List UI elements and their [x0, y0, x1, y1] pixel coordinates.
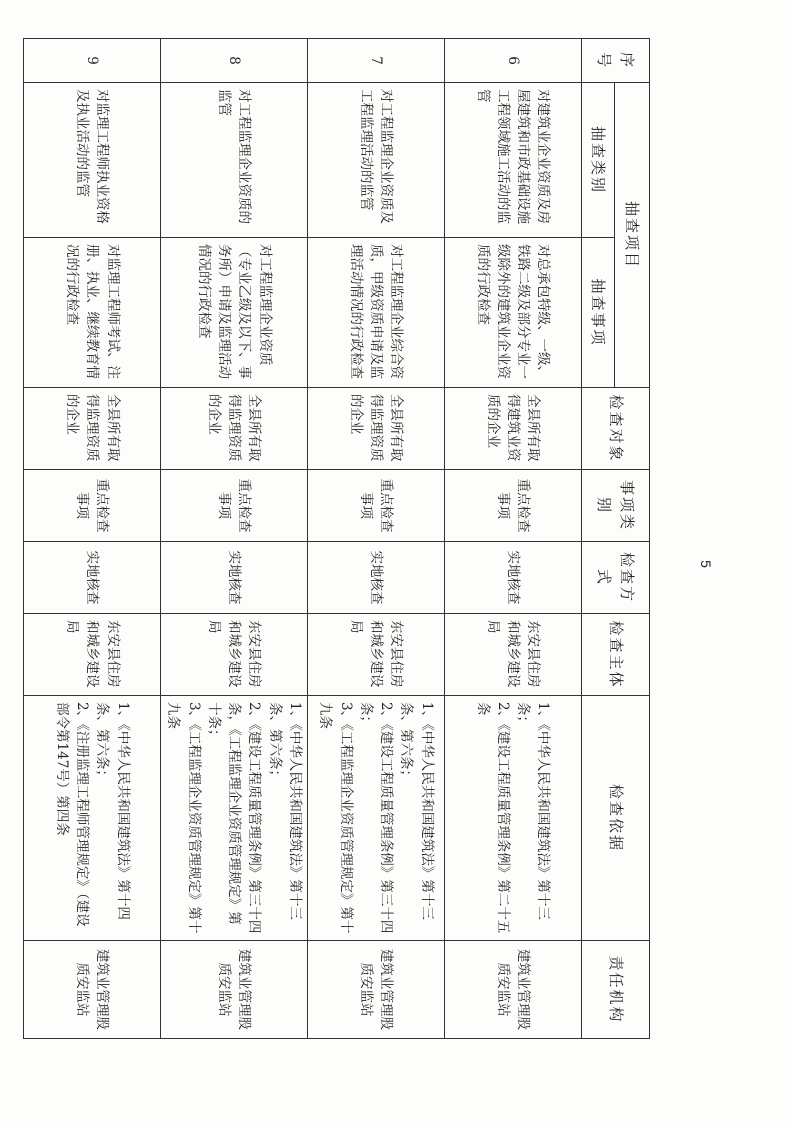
seq-cell: 6 [445, 39, 582, 83]
basis-cell: 1、《中华人民共和国建筑法》第十四条、第六条； 2、《注册监理工程师管理规定》（建设部令第147号）第四条 [24, 696, 161, 941]
seq-cell: 7 [308, 39, 445, 83]
seq-cell: 9 [24, 39, 161, 83]
type-cell: 重点检查事项 [445, 470, 582, 542]
type-cell: 重点检查事项 [161, 470, 308, 542]
basis-cell: 1、《中华人民共和国建筑法》第十三条、第六条； 2、《建设工程质量管理条例》第三十四条，《工程监理企业资质管理规定》第十条； 3、《工程监理企业资质管理规定》第十九条 [161, 696, 308, 941]
responsible-cell: 建筑业管理股 质安监站 [161, 941, 308, 1039]
method-cell: 实地核查 [161, 542, 308, 614]
matter-cell: 对总承包特级、一级、铁路二级及部分专业一级除外的建筑业企业资质的行政检查 [445, 238, 582, 388]
header-method: 检查方式 [582, 542, 650, 614]
seq-cell: 8 [161, 39, 308, 83]
table-row [308, 39, 445, 1039]
basis-cell: 1、《中华人民共和国建筑法》第十三条、第六条； 2、《建设工程质量管理条例》第三十四条； 3、《工程监理企业资质管理规定》第十九条 [308, 696, 445, 941]
page-number: 5 [697, 560, 714, 568]
rotated-table-wrapper [42, 38, 650, 1038]
header-category: 抽查类别 [582, 83, 615, 238]
object-cell: 全县所有取得监理资质的企业 [24, 388, 161, 470]
table-row [161, 39, 308, 1039]
responsible-cell: 建筑业管理股 质安监站 [24, 941, 161, 1039]
category-cell: 对工程监理企业资质及工程监理活动的监管 [308, 83, 445, 238]
object-cell: 全县所有取得监理资质的企业 [308, 388, 445, 470]
responsible-cell: 建筑业管理股 质安监站 [308, 941, 445, 1039]
subject-cell: 东安县住房和城乡建设局 [24, 614, 161, 696]
object-cell: 全县所有取得建筑业资质的企业 [445, 388, 582, 470]
table-row [445, 39, 582, 1039]
header-basis: 检查依据 [582, 696, 650, 941]
inspection-table [23, 38, 650, 1039]
basis-cell: 1、《中华人民共和国建筑法》第十三条； 2、《建设工程质量管理条例》第二十五条 [445, 696, 582, 941]
method-cell: 实地核查 [308, 542, 445, 614]
responsible-cell: 建筑业管理股 质安监站 [445, 941, 582, 1039]
header-seq: 序号 [582, 39, 650, 83]
subject-cell: 东安县住房和城乡建设局 [308, 614, 445, 696]
type-cell: 重点检查事项 [24, 470, 161, 542]
header-object: 检查对象 [582, 388, 650, 470]
category-cell: 对建筑业企业资质及房屋建筑和市政基础设施工程领域施工活动的监管 [445, 83, 582, 238]
header-responsible: 责任机构 [582, 941, 650, 1039]
header-matter: 抽查事项 [582, 238, 615, 388]
method-cell: 实地核查 [445, 542, 582, 614]
category-cell: 对监理工程师执业资格及执业活动的监管 [24, 83, 161, 238]
subject-cell: 东安县住房和城乡建设局 [445, 614, 582, 696]
method-cell: 实地核查 [24, 542, 161, 614]
header-spot-check-group: 抽查项目 [615, 83, 650, 388]
header-subject: 检查主体 [582, 614, 650, 696]
matter-cell: 对监理工程师考试、注册、执业、继续教育情况的行政检查 [24, 238, 161, 388]
type-cell: 重点检查事项 [308, 470, 445, 542]
matter-cell: 对工程监理企业综合资质，甲级资质申请及监理活动情况的行政检查 [308, 238, 445, 388]
header-row-1 [615, 39, 650, 1039]
matter-cell: 对工程监理企业资质（专业乙级及以下、事务所）申请及监理活动情况的行政检查 [161, 238, 308, 388]
header-type: 事项类别 [582, 470, 650, 542]
category-cell: 对工程监理企业资质的监管 [161, 83, 308, 238]
table-row [24, 39, 161, 1039]
object-cell: 全县所有取得监理资质的企业 [161, 388, 308, 470]
subject-cell: 东安县住房和城乡建设局 [161, 614, 308, 696]
